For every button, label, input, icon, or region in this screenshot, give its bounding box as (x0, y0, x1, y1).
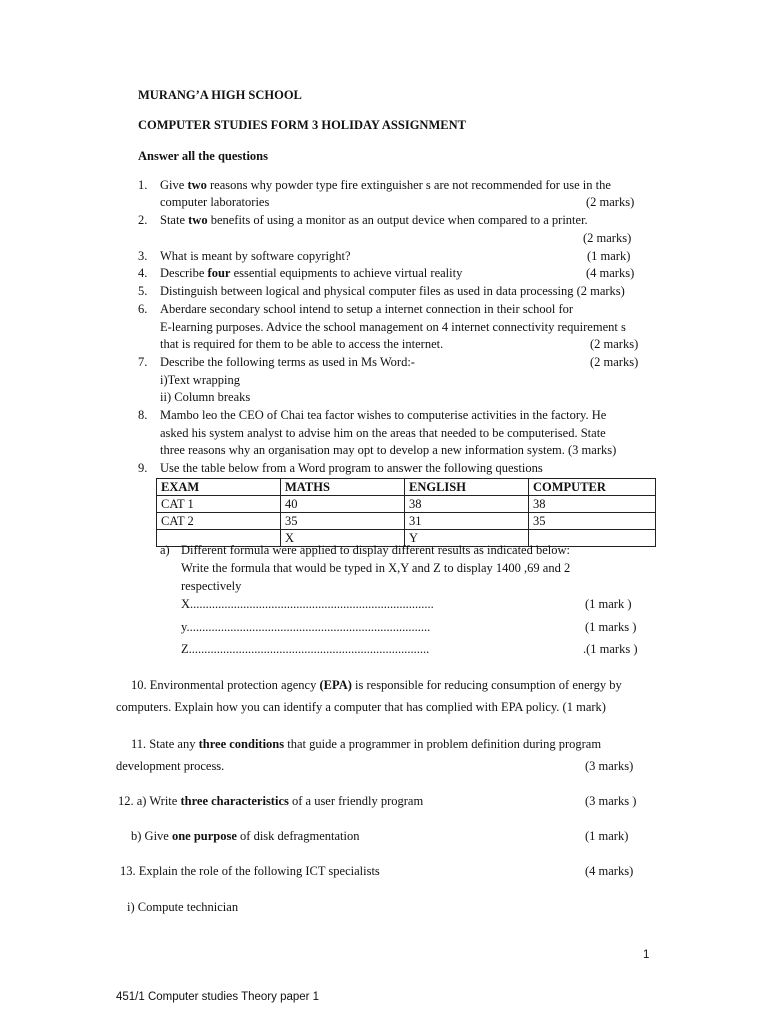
marks: (1 marks ) (585, 620, 637, 634)
question-text: 11. State any three conditions that guide a programmer in problem definition during program (131, 737, 602, 751)
question-text: 10. Environmental protection agency (EPA) is responsible for reducing consumption of energy by (131, 678, 622, 692)
question-text-line2: asked his system analyst to advise him on the areas that needed to be computerised. State (160, 426, 606, 440)
assignment-title: COMPUTER STUDIES FORM 3 HOLIDAY ASSIGNMENT (138, 118, 466, 132)
question-text: What is meant by software copyright? (160, 249, 351, 263)
question-text-line3: three reasons why an organisation may opt to develop a new information system. (3 marks) (160, 443, 617, 457)
answer-line-x: X.............................................................................. (181, 597, 434, 611)
marks: (2 marks) (590, 337, 639, 351)
table-cell: 40 (281, 496, 405, 513)
marks: (2 marks) (586, 195, 635, 209)
table-cell: CAT 1 (157, 496, 281, 513)
answer-line-y: y.............................................................................. (181, 620, 431, 634)
page-number: 1 (643, 949, 650, 961)
question-number: 8. (138, 408, 148, 422)
sub-item-ii: ii) Column breaks (160, 390, 251, 404)
table-cell: Y (405, 530, 529, 547)
answer-line-z: Z............................................................................. (181, 642, 430, 656)
table-header-cell: ENGLISH (405, 479, 529, 496)
table-row (157, 513, 656, 530)
question-number: 4. (138, 266, 148, 280)
question-text: Describe the following terms as used in Ms Word:- (160, 355, 415, 369)
table-row (157, 496, 656, 513)
marks: (3 marks) (585, 759, 634, 773)
question-text: 13. Explain the role of the following ICT specialists (120, 864, 380, 878)
table-header-cell: MATHS (281, 479, 405, 496)
question-number: 3. (138, 249, 148, 263)
question-text-line3: that is required for them to be able to access the internet. (160, 337, 444, 351)
question-number: 6. (138, 302, 148, 316)
question-text-line2: computer laboratories (160, 195, 270, 209)
table-cell: 35 (529, 513, 656, 530)
marks: (2 marks) (590, 355, 639, 369)
table-header-cell: COMPUTER (529, 479, 656, 496)
table-cell: 31 (405, 513, 529, 530)
marks: (1 mark ) (585, 597, 632, 611)
sub-question-text-line2: Write the formula that would be typed in X,Y and Z to display 1400 ,69 and 2 (181, 561, 571, 575)
question-number: 1. (138, 178, 148, 192)
question-text: Mambo leo the CEO of Chai tea factor wishes to computerise activities in the factory. He (160, 408, 607, 422)
question-text: Describe four essential equipments to achieve virtual reality (160, 266, 463, 280)
question-number: 9. (138, 461, 148, 475)
question-text: Aberdare secondary school intend to setup a internet connection in their school for (160, 302, 574, 316)
table-cell: 35 (281, 513, 405, 530)
instruction: Answer all the questions (138, 149, 268, 163)
marks: .(1 marks ) (583, 642, 638, 656)
table-cell: CAT 2 (157, 513, 281, 530)
table-header-row (157, 479, 656, 496)
question-text-line2: E-learning purposes. Advice the school management on 4 internet connectivity requirement s (160, 320, 626, 334)
table-header-cell: EXAM (157, 479, 281, 496)
table-cell: 38 (405, 496, 529, 513)
question-text: Use the table below from a Word program to answer the following questions (160, 461, 543, 475)
marks: (4 marks) (586, 266, 635, 280)
marks: (1 mark) (585, 829, 629, 843)
results-table (156, 478, 656, 547)
question-text: 12. a) Write three characteristics of a user friendly program (118, 794, 424, 808)
question-text: b) Give one purpose of disk defragmentation (131, 829, 360, 843)
question-text-line2: computers. Explain how you can identify a computer that has complied with EPA policy. (1 mark) (116, 700, 606, 714)
question-number: 7. (138, 355, 148, 369)
question-text: Distinguish between logical and physical computer files as used in data processing (2 marks) (160, 284, 625, 298)
sub-question-text: Different formula were applied to display different results as indicated below: (181, 543, 570, 557)
marks: (1 mark) (587, 249, 631, 263)
question-text: State two benefits of using a monitor as an output device when compared to a printer. (160, 213, 588, 227)
sub-item-i: i)Text wrapping (160, 373, 241, 387)
school-name: MURANG’A HIGH SCHOOL (138, 88, 302, 102)
question-number: 2. (138, 213, 148, 227)
sub-question-text-line3: respectively (181, 579, 242, 593)
question-text-line2: development process. (116, 759, 225, 773)
question-text: Give two reasons why powder type fire extinguisher s are not recommended for use in the (160, 178, 611, 192)
marks: (4 marks) (585, 864, 634, 878)
marks: (3 marks ) (585, 794, 637, 808)
table-cell: X (281, 530, 405, 547)
sub-question-label: a) (160, 543, 170, 557)
marks: (2 marks) (583, 231, 632, 245)
footer-paper-code: 451/1 Computer studies Theory paper 1 (116, 991, 320, 1003)
question-number: 5. (138, 284, 148, 298)
sub-item-i: i) Compute technician (127, 900, 239, 914)
table-cell: 38 (529, 496, 656, 513)
